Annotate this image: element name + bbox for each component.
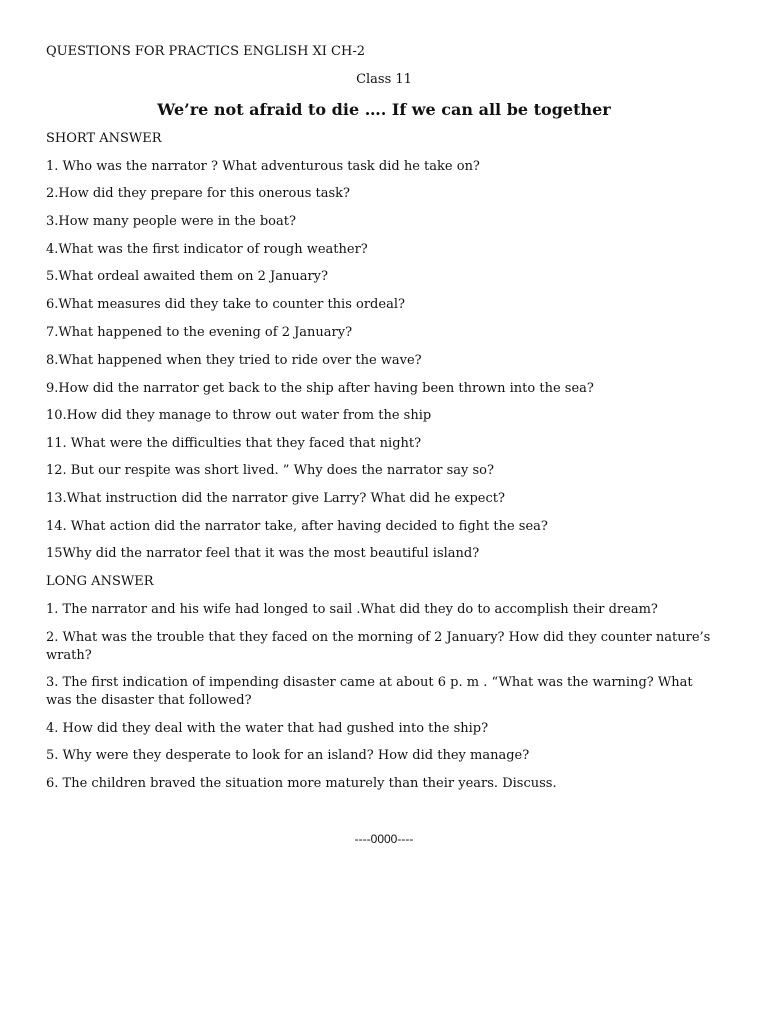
short-answer-label: SHORT ANSWER — [46, 131, 162, 146]
short-question-4: 4.What was the first indicator of rough weather? — [46, 242, 368, 257]
short-question-6: 6.What measures did they take to counter this ordeal? — [46, 297, 405, 312]
short-question-3: 3.How many people were in the boat? — [46, 214, 296, 229]
short-question-11: 11. What were the difficulties that they faced that night? — [46, 436, 422, 451]
long-question-1: 1. The narrator and his wife had longed to sail .What did they do to accomplish their dream? — [46, 602, 658, 617]
short-question-9: 9.How did the narrator get back to the ship after having been thrown into the sea? — [46, 381, 594, 396]
short-question-7: 7.What happened to the evening of 2 January? — [46, 325, 353, 340]
end-separator: ----0000---- — [354, 832, 414, 846]
long-answer-label: LONG ANSWER — [46, 574, 154, 589]
long-question-2: 2. What was the trouble that they faced on the morning of 2 January? How did they counter nature’s wrath? — [46, 630, 711, 663]
long-question-4: 4. How did they deal with the water that had gushed into the ship? — [46, 721, 489, 736]
long-question-6: 6. The children braved the situation more maturely than their years. Discuss. — [46, 776, 557, 791]
short-question-2: 2.How did they prepare for this onerous task? — [46, 186, 351, 201]
short-question-1: 1. Who was the narrator ? What adventurous task did he take on? — [46, 159, 480, 174]
long-question-5: 5. Why were they desperate to look for an island? How did they manage? — [46, 748, 530, 763]
chapter-title: We’re not afraid to die …. If we can all be together — [157, 100, 611, 119]
long-question-3: 3. The first indication of impending disaster came at about 6 p. m . “What was the warning? What was the disaster that followed? — [46, 675, 693, 708]
short-question-13: 13.What instruction did the narrator give Larry? What did he expect? — [46, 491, 505, 506]
short-question-5: 5.What ordeal awaited them on 2 January? — [46, 269, 328, 284]
document-heading: QUESTIONS FOR PRACTICS ENGLISH XI CH-2 — [46, 44, 366, 59]
short-question-10: 10.How did they manage to throw out water from the ship — [46, 408, 432, 423]
class-label: Class 11 — [356, 72, 412, 87]
short-question-14: 14. What action did the narrator take, after having decided to fight the sea? — [46, 519, 548, 534]
short-question-8: 8.What happened when they tried to ride over the wave? — [46, 353, 422, 368]
short-question-15: 15Why did the narrator feel that it was the most beautiful island? — [46, 546, 480, 561]
short-question-12: 12. But our respite was short lived. ” Why does the narrator say so? — [46, 463, 494, 478]
